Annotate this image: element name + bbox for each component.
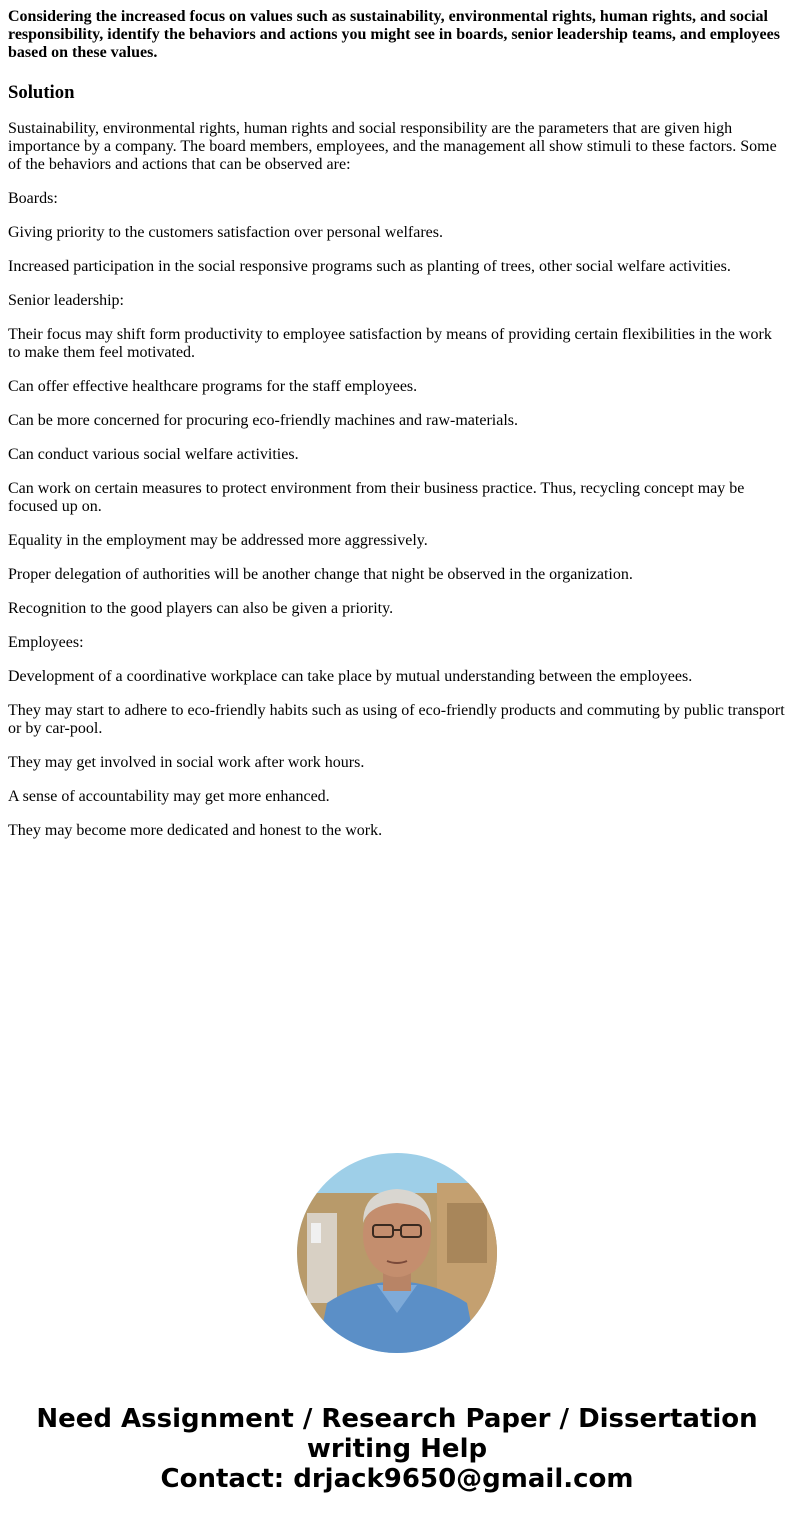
document-body	[8, 8, 786, 856]
solution-paragraph: A sense of accountability may get more enhanced.	[8, 788, 330, 805]
solution-paragraph: Recognition to the good players can also be given a priority.	[8, 600, 394, 617]
promo-line-1: Need Assignment / Research Paper / Dissertation	[36, 1404, 758, 1434]
promo-line-2: writing Help	[306, 1434, 488, 1464]
solution-paragraph: Proper delegation of authorities will be another change that night be observed in the organization.	[8, 566, 633, 583]
promo-contact: Contact: drjack9650@gmail.com	[160, 1464, 634, 1494]
solution-paragraph: They may start to adhere to eco-friendly habits such as using of eco-friendly products and commuting by public transport or by car-pool.	[8, 702, 785, 737]
solution-paragraph: Development of a coordinative workplace can take place by mutual understanding between the employees.	[8, 668, 693, 685]
solution-paragraph: Giving priority to the customers satisfaction over personal welfares.	[8, 224, 443, 241]
solution-paragraph: Can conduct various social welfare activities.	[8, 446, 299, 463]
solution-paragraph: Sustainability, environmental rights, human rights and social responsibility are the parameters that are given high importance by a company. The board members, employees, and the management all show stimuli to these factors. Some of the behaviors and actions that can be observed are:	[8, 120, 777, 173]
author-avatar	[297, 1153, 497, 1353]
solution-paragraph: Can offer effective healthcare programs for the staff employees.	[8, 378, 418, 395]
solution-paragraph: Increased participation in the social responsive programs such as planting of trees, other social welfare activities.	[8, 258, 731, 275]
solution-paragraph: Employees:	[8, 634, 84, 651]
solution-paragraph: Senior leadership:	[8, 292, 124, 309]
solution-paragraph: Equality in the employment may be addressed more aggressively.	[8, 532, 428, 549]
solution-heading: Solution	[8, 82, 75, 103]
question-text: Considering the increased focus on values such as sustainability, environmental rights, human rights, and social responsibility, identify the behaviors and actions you might see in boards, senior leadership teams, and employees based on these values.	[8, 8, 780, 61]
solution-paragraphs	[8, 120, 786, 840]
solution-paragraph: Boards:	[8, 190, 58, 207]
promo-banner	[0, 1404, 794, 1494]
solution-paragraph: They may become more dedicated and honest to the work.	[8, 822, 383, 839]
solution-paragraph: Their focus may shift form productivity to employee satisfaction by means of providing certain flexibilities in the work to make them feel motivated.	[8, 326, 772, 361]
author-portrait-image	[297, 1153, 497, 1353]
solution-paragraph: Can be more concerned for procuring eco-friendly machines and raw-materials.	[8, 412, 518, 429]
solution-paragraph: They may get involved in social work after work hours.	[8, 754, 365, 771]
solution-paragraph: Can work on certain measures to protect environment from their business practice. Thus, recycling concept may be focused up on.	[8, 480, 745, 515]
